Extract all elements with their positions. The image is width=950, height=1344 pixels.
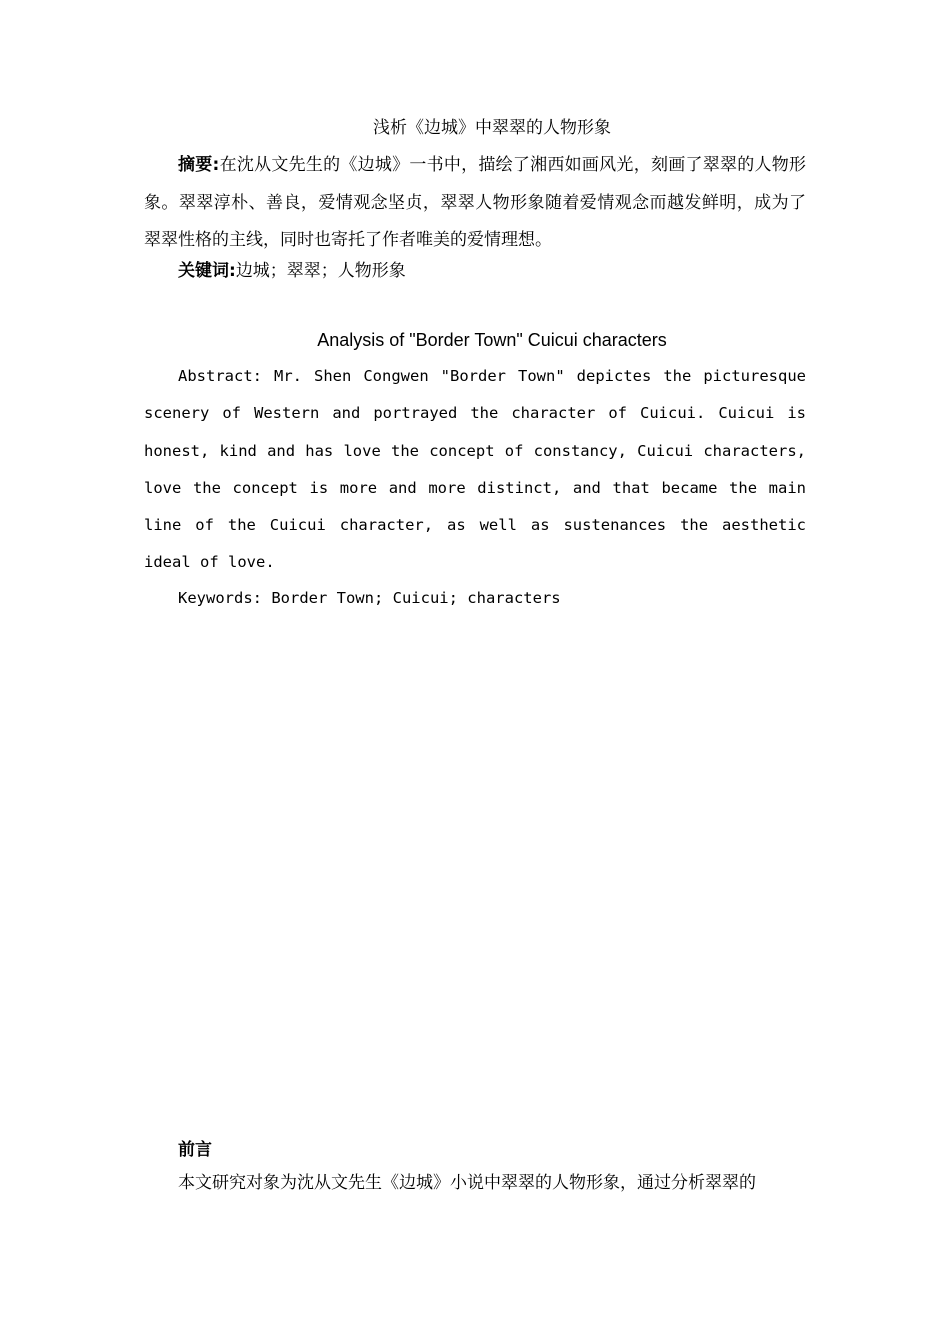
chinese-abstract-text: 在沈从文先生的《边城》一书中，描绘了湘西如画风光，刻画了翠翠的人物形象。翠翠淳朴、善良，爱情观念坚贞，翠翠人物形象随着爱情观念而越发鲜明，成为了翠翠性格的主线，同时也寄托了作者唯美的爱情理想。	[144, 155, 806, 250]
english-keywords: Keywords: Border Town; Cuicui; characters	[178, 589, 561, 607]
chinese-keywords	[178, 258, 806, 284]
chinese-keywords-label: 关键词:	[178, 261, 236, 281]
chinese-abstract-label: 摘要:	[178, 155, 220, 175]
chinese-abstract	[144, 147, 806, 260]
preface-text: 本文研究对象为沈从文先生《边城》小说中翠翠的人物形象，通过分析翠翠的	[178, 1173, 756, 1193]
english-abstract: Abstract: Mr. Shen Congwen "Border Town" depictes the picturesque scenery of Western and portrayed the character of Cuicui. Cuicui is honest, kind and has love the concept of constancy, Cuicui characters, love the concept is more and more distinct, and that became the main line of the Cuicui character, as well as sustenances the aesthetic ideal of love.	[144, 367, 806, 572]
english-title: Analysis of "Border Town" Cuicui characters	[317, 330, 667, 350]
chinese-keywords-text: 边城；翠翠；人物形象	[235, 261, 406, 281]
preface-heading: 前言	[178, 1140, 212, 1160]
chinese-title: 浅析《边城》中翠翠的人物形象	[373, 118, 611, 138]
